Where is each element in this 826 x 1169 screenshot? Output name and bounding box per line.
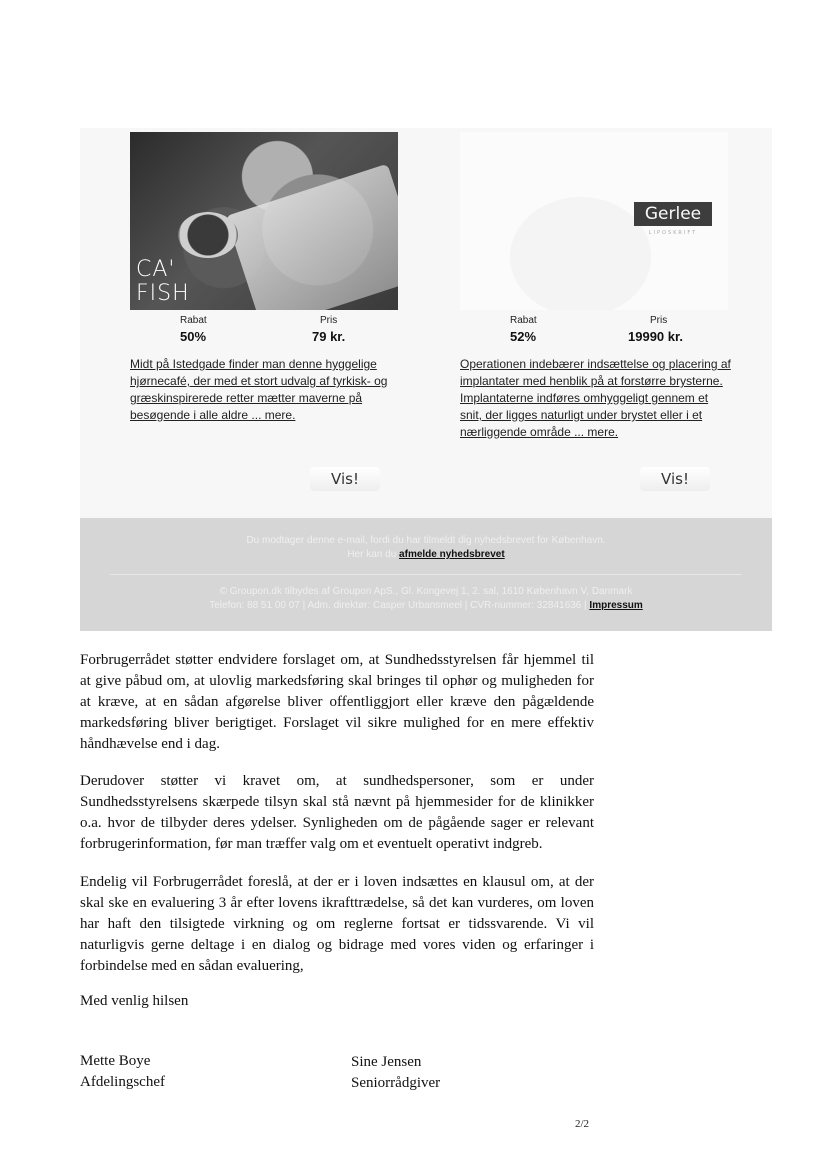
- clinic-deal-image[interactable]: [460, 132, 728, 310]
- footer-subscription-notice: Du modtager denne e-mail, fordi du har tilmeldt dig nyhedsbrevet for København.: [246, 535, 606, 546]
- impressum-link[interactable]: Impressum: [589, 600, 643, 611]
- cafish-logo: [136, 258, 206, 306]
- gerlee-logo: Gerlee: [634, 202, 712, 226]
- right-discount-label: Rabat: [510, 315, 537, 326]
- signer-2-name: Sine Jensen: [351, 1054, 422, 1070]
- gerlee-logo-subtitle: LIPOSKRIFT: [648, 230, 698, 236]
- footer-contact-details: Telefon: 88 51 00 07 | Adm. direktør: Casper Urbansmeel | CVR-nummer: 32841636 |: [209, 600, 587, 611]
- footer-unsubscribe-prefix: Her kan du: [347, 549, 397, 560]
- letter-paragraph-2: Derudover støtter vi kravet om, at sundhedspersoner, som er under Sundhedsstyrelsens skærpede tilsyn skal stå nævnt på hjemmesider for de klinikker o.a. hvor de tilbyder deres ydelser. Synligheden om de pågående sager er relevant forbrugerinformation, før man træffer valg om et eventuelt operativt indgreb.: [80, 773, 594, 852]
- left-discount-label: Rabat: [180, 315, 207, 326]
- signer-1-title: Afdelingschef: [80, 1074, 165, 1090]
- unsubscribe-link[interactable]: afmelde nyhedsbrevet: [399, 549, 505, 560]
- cafe-deal-image[interactable]: [130, 132, 398, 310]
- newsletter-screenshot: [80, 128, 772, 631]
- page-number: 2/2: [575, 1118, 590, 1130]
- right-deal-description[interactable]: Operationen indebærer indsættelse og placering af implantater med henblik på at forstørre brysterne. Implantaterne indføres omhyggeligt gennem et snit, der ligges naturligt under brystet eller i et nærliggende område ... mere.: [460, 357, 731, 439]
- left-price-label: Pris: [320, 315, 338, 326]
- deals-section: [80, 128, 772, 518]
- right-show-button[interactable]: Vis!: [640, 467, 710, 491]
- soup-bowl-shape: [178, 212, 238, 258]
- food-tray-shape: [226, 164, 398, 310]
- footer-unsubscribe-line: [80, 549, 772, 560]
- left-deal-description[interactable]: Midt på Istedgade finder man denne hyggelige hjørnecafé, der med et stort udvalg af tyrkisk- og græskinspirerede retter mætter maverne på besøgende i alle aldre ... mere.: [130, 357, 388, 422]
- right-price-value: 19990 kr.: [628, 329, 683, 344]
- footer-company-address: © Groupon.dk tilbydes af Groupon ApS., Gl. Kongevej 1, 2. sal, 1610 København V, Danmark: [219, 586, 633, 597]
- right-discount-value: 52%: [510, 329, 537, 344]
- left-show-button[interactable]: Vis!: [310, 467, 380, 491]
- logo-line-2: FISH: [136, 281, 190, 306]
- logo-line-1: CA': [136, 257, 176, 282]
- left-price-value: 79 kr.: [312, 329, 346, 344]
- left-discount-value: 50%: [180, 329, 207, 344]
- signer-2-title: Seniorrådgiver: [351, 1075, 441, 1091]
- footer-divider: [110, 574, 742, 575]
- letter-closing: Med venlig hilsen: [80, 993, 189, 1009]
- right-price-label: Pris: [650, 315, 668, 326]
- letter-paragraph-3: Endelig vil Forbrugerrådet foreslå, at der er i loven indsættes en klausul om, at der skal ske en evaluering 3 år efter lovens ikrafttrædelse, så det kan vurderes, om loven har haft den tilsigtede virkning og om reglerne fortsat er tidssvarende. Vi vil naturligvis gerne deltage i en dialog og bidrage med vores viden og erfaringer i forbindelse med en sådan evaluering,: [80, 874, 594, 974]
- signer-1-name: Mette Boye: [80, 1053, 151, 1069]
- footer-company-info: [80, 600, 772, 611]
- letter-paragraph-1: Forbrugerrådet støtter endvidere forslaget om, at Sundhedsstyrelsen får hjemmel til at give påbud om, at ulovlig markedsføring skal bringes til ophør og muligheden for at kræve, at en sådan afgørelse bliver offentliggjort eller kræve den pågældende markedsføring bliver berigtiget. Forslaget vil sikre mulighed for en mere effektiv håndhævelse end i dag.: [80, 652, 594, 752]
- newsletter-footer: [80, 518, 772, 631]
